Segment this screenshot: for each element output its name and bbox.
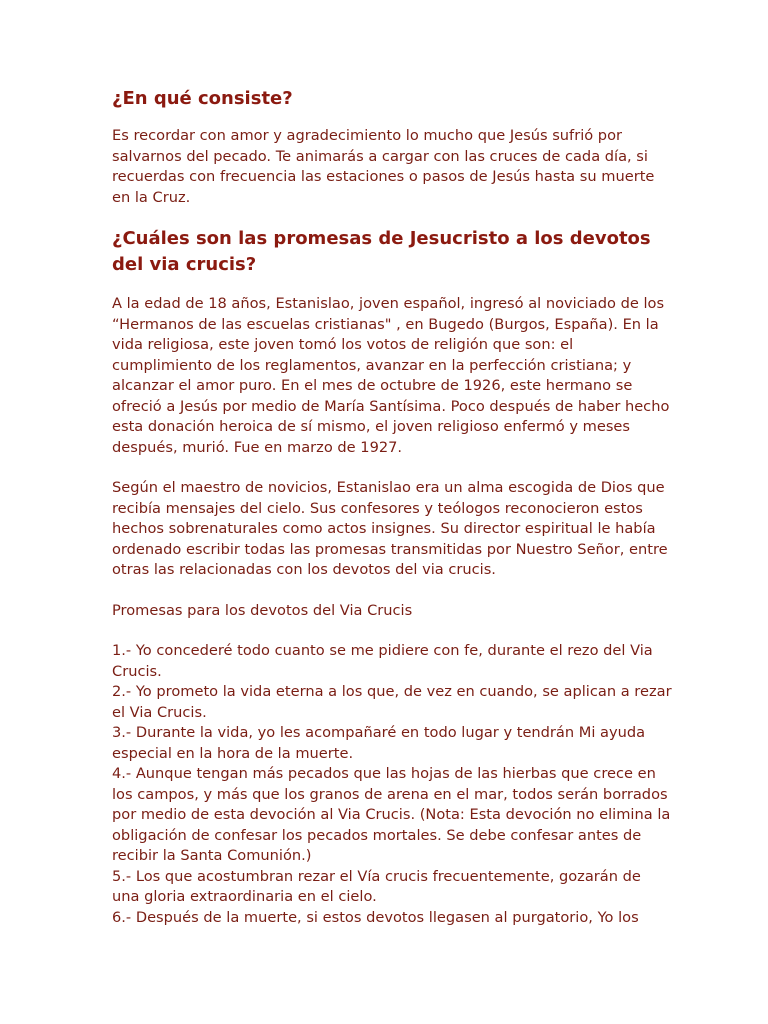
- promises-title: Promesas para los devotos del Via Crucis: [112, 601, 413, 619]
- promise-item: 3.- Durante la vida, yo les acompañaré en todo lugar y tendrán Mi ayuda especial en la hora de la muerte.: [112, 724, 646, 762]
- paragraph-estanislao: A la edad de 18 años, Estanislao, joven español, ingresó al noviciado de los “Hermanos de las escuelas cristianas" , en Bugedo (Burgos, España). En la vida religiosa, este joven tomó los votos de religión que son: el cumplimiento de los reglamentos, avanzar en la perfección cristiana; y alcanzar el amor puro. En el mes de octubre de 1926, este hermano se ofreció a Jesús por medio de María Santísima. Poco después de haber hecho esta donación heroica de sí mismo, el joven religioso enfermó y meses después, murió. Fue en marzo de 1927.: [112, 295, 670, 456]
- section-heading-en-que-consiste: ¿En qué consiste?: [112, 88, 293, 109]
- paragraph-maestro-novicios: Según el maestro de novicios, Estanislao era un alma escogida de Dios que recibía mensajes del cielo. Sus confesores y teólogos reconocieron estos hechos sobrenaturales como actos insignes. Su director espiritual le había ordenado escribir todas las promesas transmitidas por Nuestro Señor, entre otras las relacionadas con los devotos del via crucis.: [112, 479, 668, 578]
- document-page: [112, 86, 672, 928]
- promises-list: [112, 641, 672, 928]
- promise-item: 6.- Después de la muerte, si estos devotos llegasen al purgatorio, Yo los: [112, 908, 639, 926]
- paragraph-en-que-consiste: Es recordar con amor y agradecimiento lo mucho que Jesús sufrió por salvarnos del pecado. Te animarás a cargar con las cruces de cada día, si recuerdas con frecuencia las estaciones o pasos de Jesús hasta su muerte en la Cruz.: [112, 127, 655, 206]
- promise-item: 4.- Aunque tengan más pecados que las hojas de las hierbas que crece en los campos, y más que los granos de arena en el mar, todos serán borrados por medio de esta devoción al Via Crucis. (Nota: Esta devoción no elimina la obligación de confesar los pecados mortales. Se debe confesar antes de recibir la Santa Comunión.): [112, 765, 671, 864]
- section-heading-promesas: ¿Cuáles son las promesas de Jesucristo a los devotos del via crucis?: [112, 228, 651, 275]
- promise-item: 5.- Los que acostumbran rezar el Vía crucis frecuentemente, gozarán de una gloria extraordinaria en el cielo.: [112, 867, 641, 905]
- promise-item: 1.- Yo concederé todo cuanto se me pidiere con fe, durante el rezo del Via Crucis.: [112, 642, 653, 680]
- promise-item: 2.- Yo prometo la vida eterna a los que, de vez en cuando, se aplican a rezar el Via Crucis.: [112, 683, 672, 721]
